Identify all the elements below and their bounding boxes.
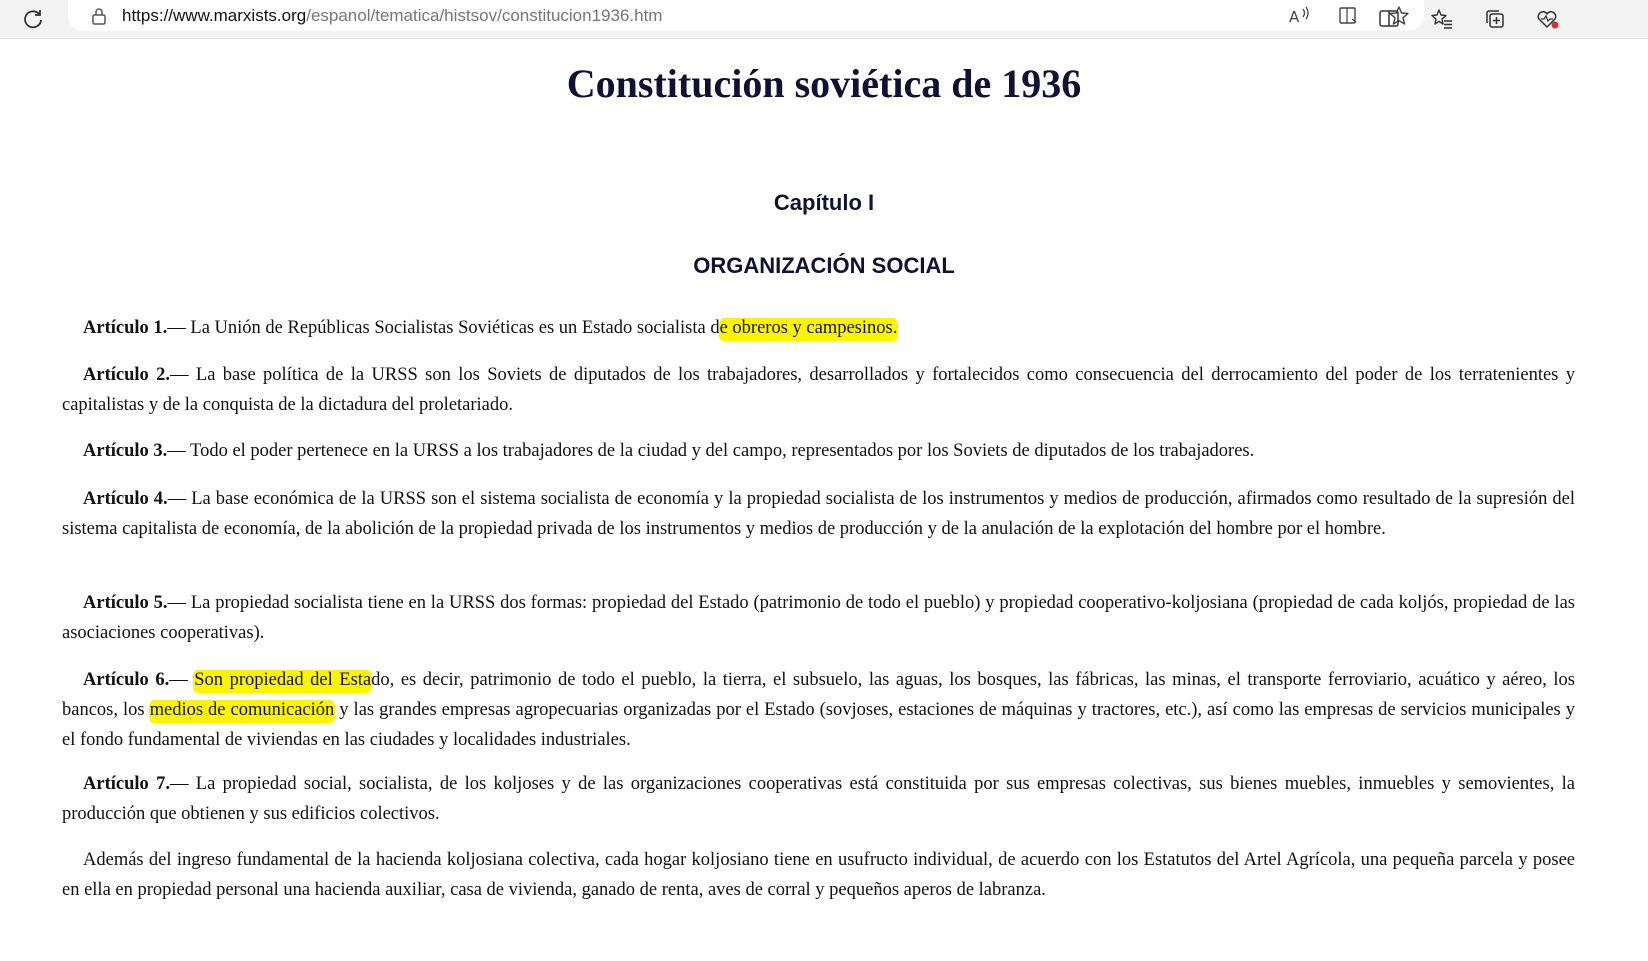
article-7 [62,769,1575,829]
split-screen-icon[interactable] [1374,4,1404,34]
section-heading: ORGANIZACIÓN SOCIAL [693,253,955,278]
svg-text:A: A [1289,7,1300,26]
immersive-reader-icon[interactable] [1324,1,1374,31]
article-5 [62,588,1575,648]
article-7-paragraph-2 [62,845,1575,905]
article-2 [62,360,1575,420]
url-text[interactable] [122,6,662,26]
url-host: https://www.marxists.org [122,5,307,25]
article-3-text: — Todo el poder pertenece en la URSS a los trabajadores de la ciudad y del campo, representados por los Soviets de diputados de los trabajadores. [167,441,1255,461]
favorites-icon[interactable] [1427,4,1457,34]
article-4-text: — La base económica de la URSS son el sistema socialista de economía y la propiedad socialista de los instrumentos y medios de producción, afirmados como resultado de la supresión del sistema capitalista de economía, de la abolición de la propiedad privada de los instrumentos y medios de producción y de la anulación de la explotación del hombre por el hombre. [62,489,1575,539]
article-7b-text: Además del ingreso fundamental de la hacienda koljosiana colectiva, cada hogar koljosiano tiene en usufructo individual, de acuerdo con los Estatutos del Artel Agrícola, una pequeña parcela y posee en ella en propiedad personal una hacienda auxiliar, casa de vivienda, ganado de renta, aves de corral y pequeños aperos de labranza. [62,850,1575,900]
article-3 [62,436,1575,466]
article-2-text: — La base política de la URSS son los Soviets de diputados de los trabajadores, desarrollados y fortalecidos como consecuencia del derrocamiento del poder de los terratenientes y capitalistas y de la conquista de la dictadura del proletariado. [62,365,1575,415]
url-path: /espanol/tematica/histsov/constitucion1936.htm [306,5,663,25]
article-7-label: Artículo 7. [83,774,170,794]
article-4 [62,484,1575,544]
article-5-text: — La propiedad socialista tiene en la URSS dos formas: propiedad del Estado (patrimonio de todo el pueblo) y propiedad cooperativo-koljosiana (propiedad de cada koljós, propiedad de las asociaciones cooperativas). [62,593,1575,643]
lock-icon[interactable] [88,5,110,27]
article-1-text: — La Unión de Repúblicas Socialistas Soviéticas es un Estado socialista d [167,318,720,338]
article-7-text: — La propiedad social, socialista, de los koljoses y de las organizaciones cooperativas está constituida por sus empresas colectivas, sus bienes muebles, inmuebles y semovientes, la producción que obtienen y sus edificios colectivos. [62,774,1575,824]
article-1-label: Artículo 1. [83,318,168,338]
refresh-icon[interactable] [18,4,48,34]
article-6-highlight-2: medios de comunicación [149,700,335,720]
article-4-label: Artículo 4. [83,489,168,509]
article-5-label: Artículo 5. [83,593,168,613]
chapter-heading: Capítulo I [773,190,875,215]
article-3-label: Artículo 3. [83,441,168,461]
article-6-text-2: y las grandes empresas agropecuarias organizadas por el Estado (sovjoses, estaciones de máquinas y tractores, etc.), así como las empresas de servicios municipales y el fondo fundamental de viviendas en las ciudades y localidades industriales. [62,700,1576,750]
browser-toolbar [0,0,1648,39]
read-aloud-icon[interactable] [1274,1,1324,31]
collections-icon[interactable] [1480,4,1510,34]
article-2-label: Artículo 2. [83,365,171,385]
browser-essentials-icon[interactable] [1533,4,1563,34]
article-6-dash: — [169,670,195,690]
article-6 [62,665,1575,755]
article-1 [62,298,1575,343]
article-6-text-1: do, es decir, patrimonio de todo el pueblo, la tierra, el subsuelo, las aguas, los bosques, las fábricas, las minas, el transporte ferroviario, acuático y aéreo, los bancos, los [62,670,1575,720]
article-6-label: Artículo 6. [83,670,170,690]
article-6-highlight-1: Son propiedad del Esta [194,670,372,690]
article-1-highlight: e obreros y campesinos. [719,318,898,338]
page-title: Constitución soviética de 1936 [566,61,1082,106]
address-bar[interactable] [68,0,1424,31]
